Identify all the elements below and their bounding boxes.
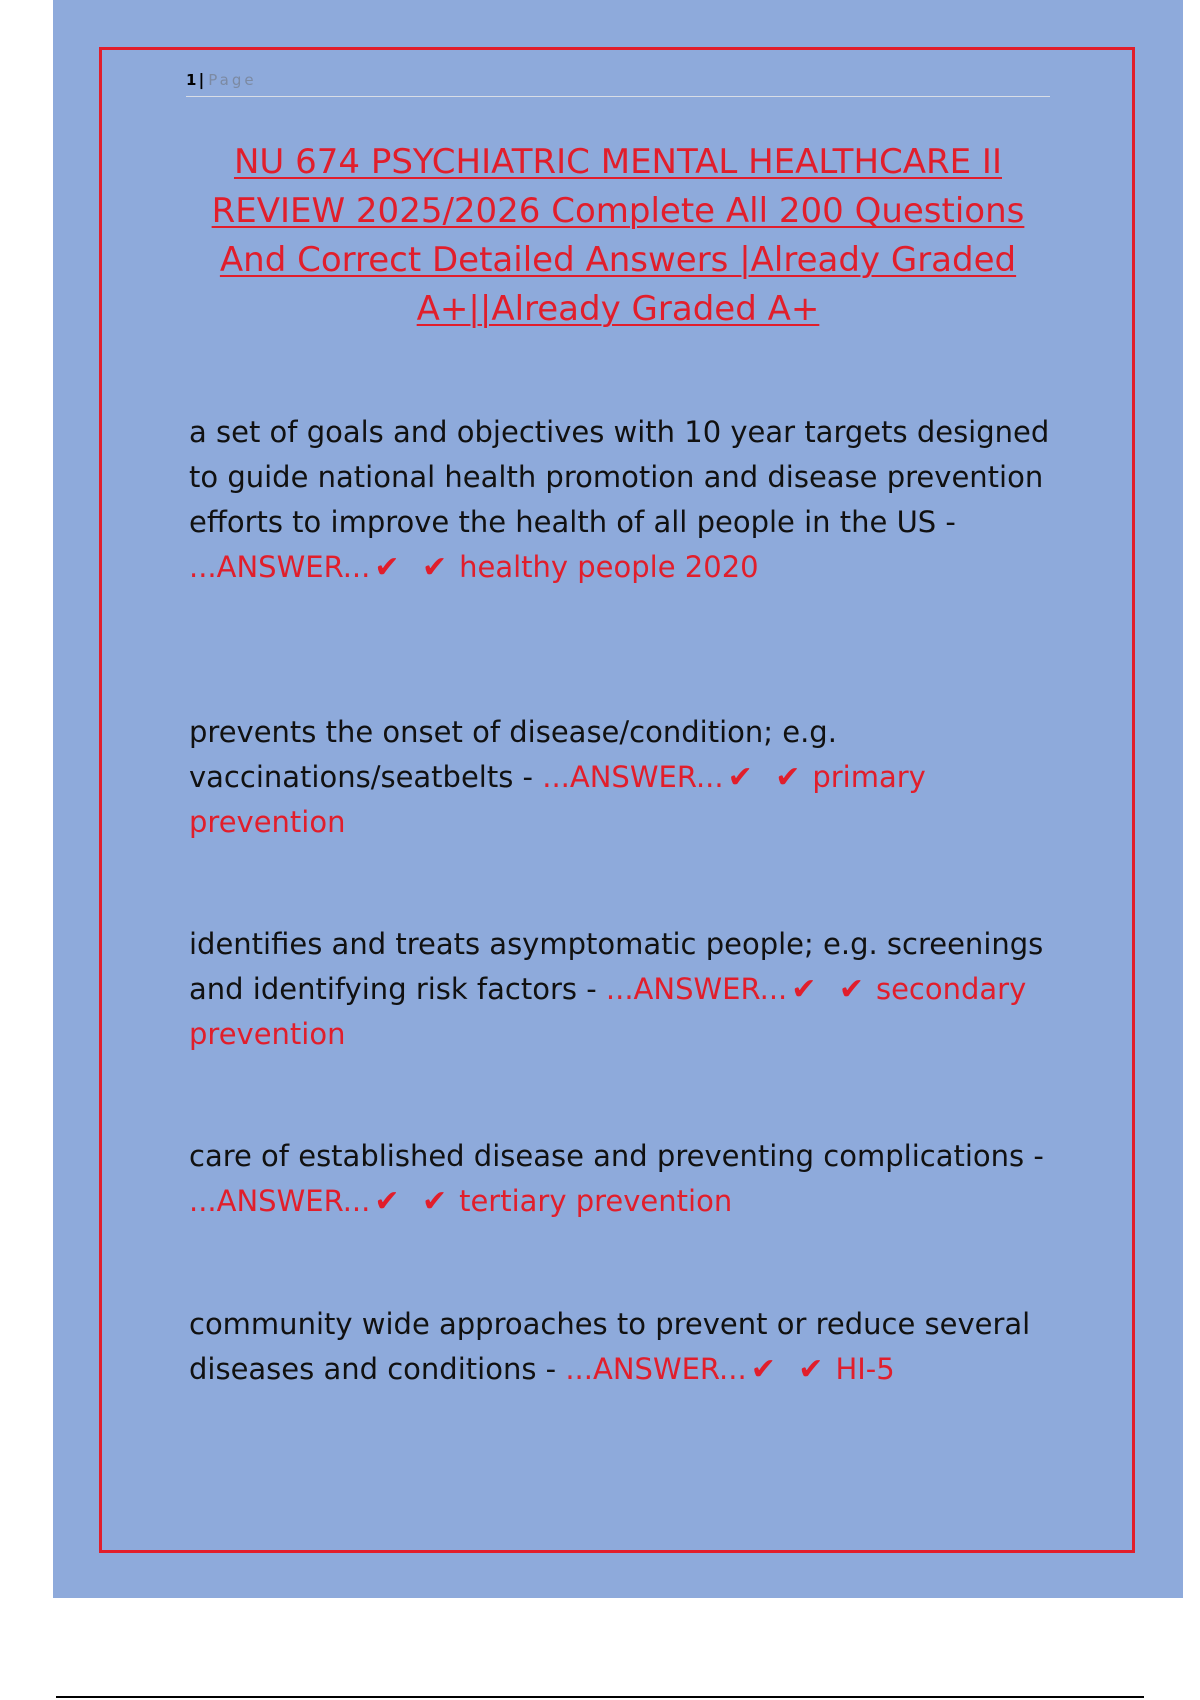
qa-item [189,1134,1069,1224]
bottom-divider [56,1696,1144,1698]
question-text: care of established disease and preventing complications - [189,1139,1044,1173]
page-number: 1 [186,71,197,89]
page-separator: | [198,70,205,89]
qa-item [189,710,1069,845]
checkmark-icon: ✔ ✔ [791,972,870,1007]
checkmark-icon: ✔ ✔ [750,1352,830,1387]
question-text: a set of goals and objectives with 10 year targets designed to guide national health promotion and disease prevention efforts to improve the health of all people in the US - [189,415,1050,539]
page-label: Page [208,71,257,89]
document-title: NU 674 PSYCHIATRIC MENTAL HEALTHCARE II REVIEW 2025/2026 Complete All 200 Questions And Correct Detailed Answers |Already Graded A+||Already Graded A+ [211,142,1025,329]
qa-item [189,1302,1069,1392]
question-text: community wide approaches to prevent or reduce several diseases and conditions - [189,1307,1031,1386]
answer-marker: ...ANSWER... [565,1352,747,1386]
answer-marker: ...ANSWER... [189,1184,371,1218]
qa-item [189,922,1069,1057]
answer-marker: ...ANSWER... [605,972,788,1006]
answer-text: tertiary prevention [459,1184,733,1218]
checkmark-icon: ✔ ✔ [727,760,807,795]
checkmark-icon: ✔ ✔ [374,550,454,585]
qa-item [189,410,1069,590]
checkmark-icon: ✔ ✔ [374,1184,454,1219]
answer-marker: ...ANSWER... [542,760,724,794]
page-header [186,70,1050,97]
answer-text: healthy people 2020 [459,550,759,584]
answer-marker: ...ANSWER... [189,550,371,584]
answer-text: primary prevention [189,760,926,839]
answer-text: secondary prevention [189,972,1027,1051]
answer-text: HI-5 [835,1352,895,1386]
question-text: prevents the onset of disease/condition; e.g. vaccinations/seatbelts - [189,715,837,794]
question-text: identifies and treats asymptomatic people; e.g. screenings and identifying risk factors - [189,927,1044,1006]
